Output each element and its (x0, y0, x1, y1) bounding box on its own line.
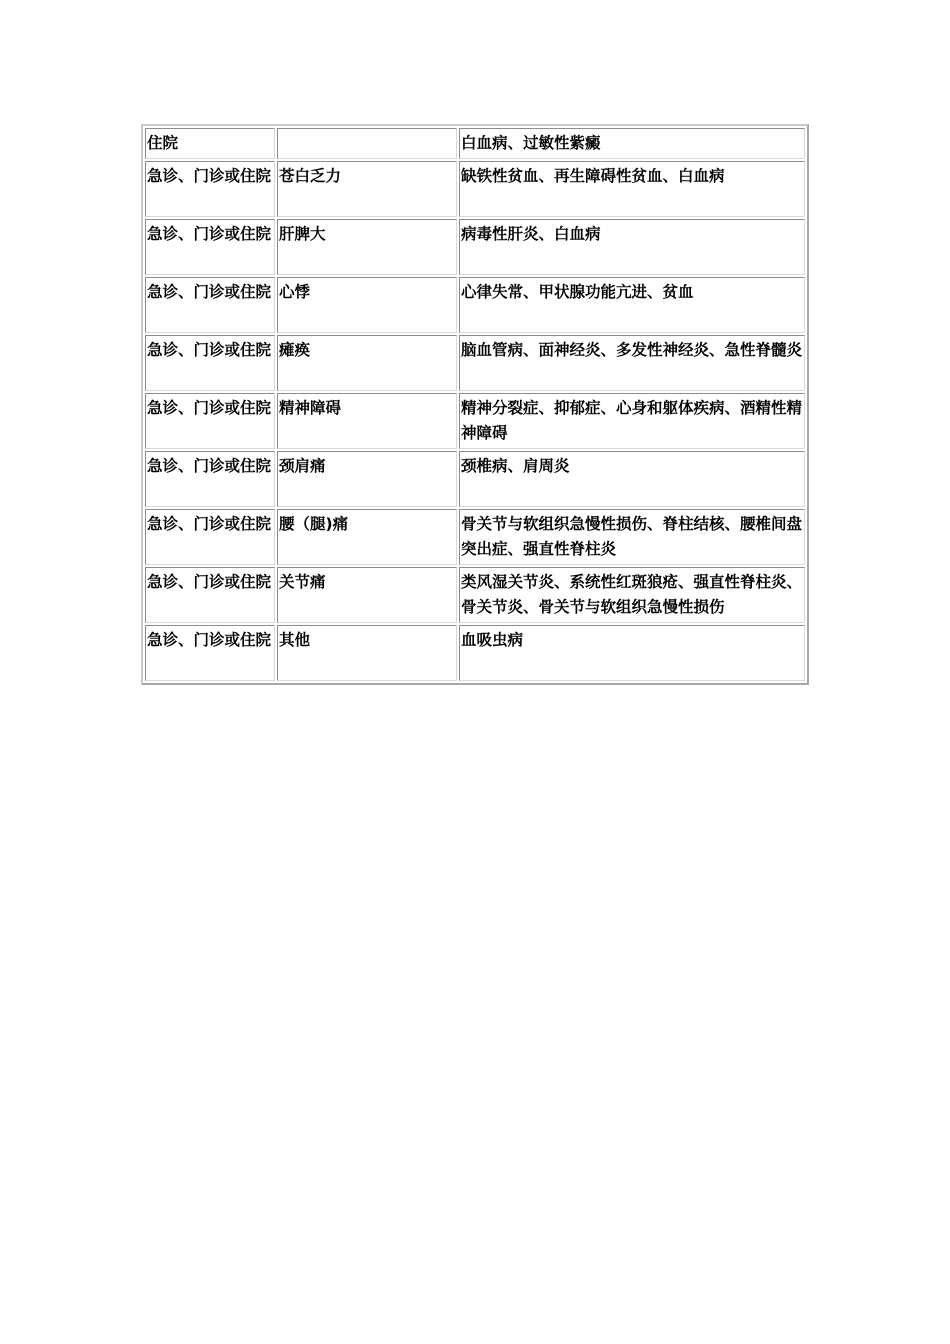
disease-cell: 病毒性肝炎、白血病 (459, 219, 805, 275)
table-row (145, 219, 805, 275)
visit-type-cell: 急诊、门诊或住院 (145, 219, 275, 275)
disease-cell: 心律失常、甲状腺功能亢进、贫血 (459, 277, 805, 333)
disease-cell: 白血病、过敏性紫癜 (459, 128, 805, 159)
table-row (145, 161, 805, 217)
visit-type-cell: 急诊、门诊或住院 (145, 277, 275, 333)
symptom-cell: 心悸 (277, 277, 457, 333)
table-row (145, 277, 805, 333)
symptom-cell: 颈肩痛 (277, 451, 457, 507)
symptom-cell: 肝脾大 (277, 219, 457, 275)
table-row (145, 567, 805, 623)
visit-type-cell: 住院 (145, 128, 275, 159)
symptom-cell: 关节痛 (277, 567, 457, 623)
disease-cell: 类风湿关节炎、系统性红斑狼疮、强直性脊柱炎、骨关节炎、骨关节与软组织急慢性损伤 (459, 567, 805, 623)
symptom-cell (277, 128, 457, 159)
visit-type-cell: 急诊、门诊或住院 (145, 567, 275, 623)
table-row (145, 393, 805, 449)
symptom-cell: 腰（腿)痛 (277, 509, 457, 565)
symptom-grid (143, 126, 807, 683)
symptom-cell: 其他 (277, 625, 457, 681)
disease-cell: 血吸虫病 (459, 625, 805, 681)
disease-cell: 骨关节与软组织急慢性损伤、脊柱结核、腰椎间盘突出症、强直性脊柱炎 (459, 509, 805, 565)
table-row (145, 335, 805, 391)
visit-type-cell: 急诊、门诊或住院 (145, 393, 275, 449)
table-row (145, 509, 805, 565)
table-row (145, 128, 805, 159)
table-row (145, 625, 805, 681)
symptom-cell: 瘫痪 (277, 335, 457, 391)
visit-type-cell: 急诊、门诊或住院 (145, 161, 275, 217)
disease-cell: 颈椎病、肩周炎 (459, 451, 805, 507)
visit-type-cell: 急诊、门诊或住院 (145, 509, 275, 565)
visit-type-cell: 急诊、门诊或住院 (145, 451, 275, 507)
symptom-cell: 苍白乏力 (277, 161, 457, 217)
disease-cell: 缺铁性贫血、再生障碍性贫血、白血病 (459, 161, 805, 217)
symptom-cell: 精神障碍 (277, 393, 457, 449)
disease-cell: 脑血管病、面神经炎、多发性神经炎、急性脊髓炎 (459, 335, 805, 391)
visit-type-cell: 急诊、门诊或住院 (145, 625, 275, 681)
symptom-table (141, 124, 809, 685)
disease-cell: 精神分裂症、抑郁症、心身和躯体疾病、酒精性精神障碍 (459, 393, 805, 449)
visit-type-cell: 急诊、门诊或住院 (145, 335, 275, 391)
table-row (145, 451, 805, 507)
